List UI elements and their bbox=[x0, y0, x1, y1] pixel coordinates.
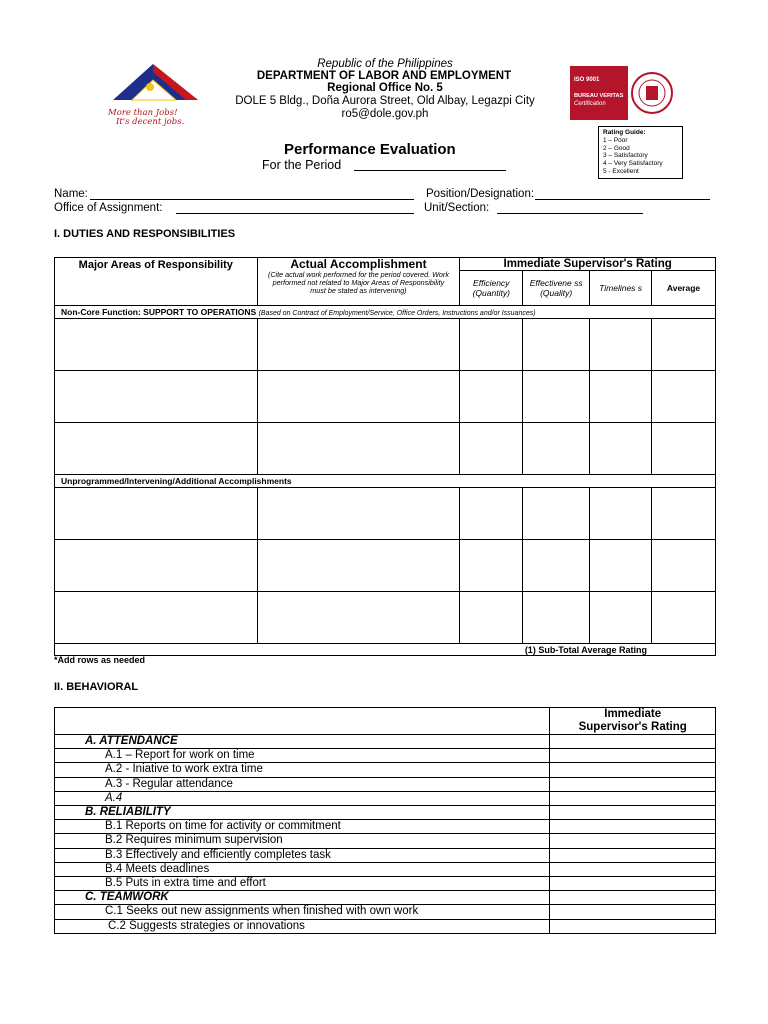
behavioral-header-blank bbox=[55, 708, 550, 735]
col-actual-accomplishment bbox=[257, 258, 460, 306]
table-cell[interactable] bbox=[460, 540, 523, 592]
table-row bbox=[55, 540, 716, 592]
regional-office: Regional Office No. 5 bbox=[327, 82, 443, 94]
table-cell[interactable] bbox=[652, 592, 716, 644]
table-cell[interactable] bbox=[590, 540, 652, 592]
dole-logo-mark bbox=[108, 60, 203, 104]
table-cell[interactable] bbox=[523, 371, 590, 423]
behavioral-category-row bbox=[55, 891, 716, 905]
behavioral-item-row bbox=[55, 905, 716, 919]
unit-field[interactable] bbox=[497, 213, 643, 214]
rating-guide-item: 4 – Very Satisfactory bbox=[603, 160, 663, 168]
table-cell[interactable] bbox=[652, 488, 716, 540]
behavioral-category-row bbox=[55, 806, 716, 820]
col-actual-note: (Cite actual work performed for the period covered. Work performed not related to Major Areas of Responsibility must be stated as intervening) bbox=[267, 270, 449, 295]
office-field[interactable] bbox=[176, 213, 414, 214]
bureau-veritas-seal-icon bbox=[630, 66, 674, 120]
behavioral-item-label: A.3 - Regular attendance bbox=[55, 777, 550, 791]
page-title: Performance Evaluation bbox=[284, 141, 456, 158]
position-field[interactable] bbox=[535, 199, 710, 200]
position-label: Position/Designation: bbox=[426, 188, 535, 200]
table-cell[interactable] bbox=[55, 423, 258, 475]
table-cell[interactable] bbox=[55, 371, 258, 423]
behavioral-item-row bbox=[55, 791, 716, 805]
certification-label: Certification bbox=[574, 101, 606, 107]
behavioral-rating-cell[interactable] bbox=[550, 877, 716, 891]
behavioral-item-row bbox=[55, 749, 716, 763]
col-supervisor-rating: Immediate Supervisor's Rating bbox=[460, 258, 716, 271]
noncore-label: Non-Core Function: SUPPORT TO OPERATIONS bbox=[61, 307, 257, 317]
table-row bbox=[55, 592, 716, 644]
table-cell[interactable] bbox=[590, 423, 652, 475]
dole-logo bbox=[108, 60, 203, 127]
behavioral-item-label: B.5 Puts in extra time and effort bbox=[55, 877, 550, 891]
name-field[interactable] bbox=[90, 199, 414, 200]
rating-guide-item: 2 – Good bbox=[603, 144, 630, 152]
table-cell[interactable] bbox=[523, 488, 590, 540]
behavioral-rating-cell[interactable] bbox=[550, 862, 716, 876]
iso-certification-badge bbox=[570, 66, 674, 120]
behavioral-item-row bbox=[55, 877, 716, 891]
behavioral-item-label: A.1 – Report for work on time bbox=[55, 749, 550, 763]
name-label: Name: bbox=[54, 188, 88, 200]
rating-guide-box bbox=[598, 126, 683, 179]
office-email[interactable]: ro5@dole.gov.ph bbox=[341, 108, 429, 120]
table-cell[interactable] bbox=[652, 540, 716, 592]
behavioral-rating-cell[interactable] bbox=[550, 834, 716, 848]
behavioral-rating-cell[interactable] bbox=[550, 763, 716, 777]
table-cell[interactable] bbox=[523, 319, 590, 371]
department-name: DEPARTMENT OF LABOR AND EMPLOYMENT bbox=[256, 70, 512, 82]
office-label: Office of Assignment: bbox=[54, 202, 163, 214]
table-row bbox=[55, 371, 716, 423]
table-cell[interactable] bbox=[590, 488, 652, 540]
behavioral-table bbox=[54, 707, 716, 934]
behavioral-item-row bbox=[55, 848, 716, 862]
sub-timeliness: Timelines s bbox=[590, 271, 652, 306]
behavioral-item-label: C.1 Seeks out new assignments when finished with own work bbox=[55, 905, 550, 919]
behavioral-rating-cell[interactable] bbox=[550, 791, 716, 805]
table-cell[interactable] bbox=[523, 540, 590, 592]
sub-effectiveness: Effectivene ss (Quality) bbox=[523, 271, 590, 306]
behavioral-rating-header bbox=[550, 708, 716, 735]
rating-header-line-2: Supervisor's Rating bbox=[578, 721, 687, 733]
rating-guide-title: Rating Guide: bbox=[603, 129, 646, 136]
noncore-function-row bbox=[55, 306, 716, 319]
unprogrammed-label: Unprogrammed/Intervening/Additional Accomplishments bbox=[55, 475, 716, 488]
rating-guide-item: 1 – Poor bbox=[603, 136, 628, 144]
table-cell[interactable] bbox=[652, 423, 716, 475]
behavioral-rating-cell[interactable] bbox=[550, 777, 716, 791]
section-1-heading: I. DUTIES AND RESPONSIBILITIES bbox=[54, 228, 236, 240]
bureau-label: BUREAU VERITAS bbox=[574, 93, 624, 99]
table-cell[interactable] bbox=[523, 423, 590, 475]
period-field[interactable] bbox=[354, 170, 506, 171]
behavioral-rating-cell[interactable] bbox=[550, 749, 716, 763]
behavioral-item-label: A.4 bbox=[55, 791, 550, 805]
behavioral-item-row bbox=[55, 820, 716, 834]
table-cell[interactable] bbox=[55, 540, 258, 592]
table-cell[interactable] bbox=[460, 592, 523, 644]
table-cell[interactable] bbox=[590, 319, 652, 371]
col-major-areas: Major Areas of Responsibility bbox=[55, 258, 258, 306]
behavioral-category-label: C. TEAMWORK bbox=[55, 891, 550, 905]
office-address: DOLE 5 Bldg., Doña Aurora Street, Old Albay, Legazpi City bbox=[235, 95, 535, 107]
period-label: For the Period bbox=[262, 158, 342, 172]
behavioral-rating-cell[interactable] bbox=[550, 820, 716, 834]
behavioral-item-row bbox=[55, 777, 716, 791]
table-cell[interactable] bbox=[460, 371, 523, 423]
behavioral-item-row bbox=[55, 763, 716, 777]
rating-guide-item: 5 - Excellent bbox=[603, 167, 639, 175]
table-cell[interactable] bbox=[257, 540, 460, 592]
sub-efficiency: Efficiency (Quantity) bbox=[460, 271, 523, 306]
behavioral-item-label: B.4 Meets deadlines bbox=[55, 862, 550, 876]
behavioral-rating-cell[interactable] bbox=[550, 806, 716, 820]
republic-text: Republic of the Philippines bbox=[317, 58, 453, 70]
behavioral-item-row bbox=[55, 862, 716, 876]
behavioral-item-label: B.1 Reports on time for activity or commitment bbox=[55, 820, 550, 834]
table-cell[interactable] bbox=[257, 371, 460, 423]
unit-label: Unit/Section: bbox=[424, 202, 490, 214]
behavioral-rating-cell[interactable] bbox=[550, 919, 716, 933]
logo-text-2: It's decent jobs. bbox=[116, 117, 185, 127]
table-cell[interactable] bbox=[55, 319, 258, 371]
behavioral-item-label: B.2 Requires minimum supervision bbox=[55, 834, 550, 848]
subtotal-average-rating: (1) Sub-Total Average Rating bbox=[55, 644, 716, 656]
behavioral-item-row bbox=[55, 834, 716, 848]
table-cell[interactable] bbox=[652, 319, 716, 371]
iso-label: ISO 9001 bbox=[574, 77, 600, 83]
sub-average: Average bbox=[652, 271, 716, 306]
section-2-heading: II. BEHAVIORAL bbox=[54, 681, 139, 693]
rating-header-line-1: Immediate bbox=[604, 708, 662, 720]
table-row bbox=[55, 319, 716, 371]
table-cell[interactable] bbox=[257, 423, 460, 475]
table-row bbox=[55, 423, 716, 475]
behavioral-rating-cell[interactable] bbox=[550, 891, 716, 905]
behavioral-item-row bbox=[55, 919, 716, 933]
table-cell[interactable] bbox=[523, 592, 590, 644]
table-cell[interactable] bbox=[55, 488, 258, 540]
behavioral-category-row bbox=[55, 735, 716, 749]
add-rows-note: *Add rows as needed bbox=[54, 655, 146, 665]
table-cell[interactable] bbox=[460, 423, 523, 475]
table-cell[interactable] bbox=[590, 592, 652, 644]
table-row bbox=[55, 488, 716, 540]
noncore-note: (Based on Contract of Employment/Service, Office Orders, Instructions and/or Issuances) bbox=[258, 310, 536, 317]
table-cell[interactable] bbox=[55, 592, 258, 644]
table-cell[interactable] bbox=[257, 488, 460, 540]
behavioral-item-label: A.2 - Iniative to work extra time bbox=[55, 763, 550, 777]
table-cell[interactable] bbox=[652, 371, 716, 423]
table-cell[interactable] bbox=[257, 319, 460, 371]
table-cell[interactable] bbox=[460, 488, 523, 540]
behavioral-item-label: B.3 Effectively and efficiently completes task bbox=[55, 848, 550, 862]
table-cell[interactable] bbox=[257, 592, 460, 644]
duties-table bbox=[54, 257, 716, 656]
logo-text-1: More than Jobs! bbox=[108, 108, 178, 118]
behavioral-rating-cell[interactable] bbox=[550, 735, 716, 749]
table-cell[interactable] bbox=[590, 371, 652, 423]
rating-guide-item: 3 – Satisfactory bbox=[603, 152, 648, 160]
behavioral-rating-cell[interactable] bbox=[550, 905, 716, 919]
table-cell[interactable] bbox=[460, 319, 523, 371]
behavioral-category-label: A. ATTENDANCE bbox=[55, 735, 550, 749]
behavioral-category-label: B. RELIABILITY bbox=[55, 806, 550, 820]
col-actual-title: Actual Accomplishment bbox=[290, 257, 427, 271]
behavioral-rating-cell[interactable] bbox=[550, 848, 716, 862]
behavioral-item-label: C.2 Suggests strategies or innovations bbox=[55, 919, 550, 933]
